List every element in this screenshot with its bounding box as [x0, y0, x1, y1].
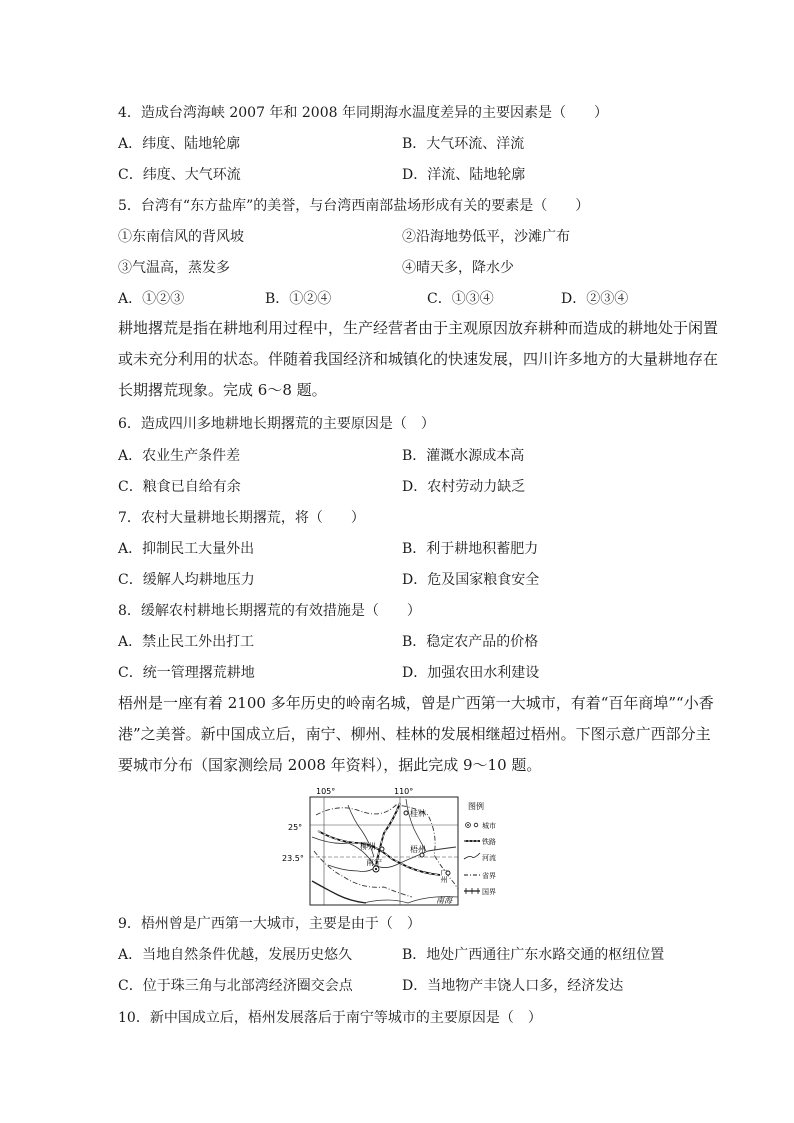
city-label-wuzhou: 梧州: [410, 845, 426, 854]
legend-capital-dot: [467, 824, 469, 826]
passage-line: 长期撂荒现象。完成 6～8 题。: [118, 381, 327, 399]
city-label-guangzhou: 广州: [440, 869, 448, 883]
passage-line: 梧州是一座有着 2100 多年历史的岭南名城，曾是广西第一大城市，有着“百年商埠”“小香: [118, 694, 714, 712]
city-label-guilin: 桂林: [410, 809, 426, 818]
passage-line: 或未充分利用的状态。伴随着我国经济和城镇化的快速发展，四川许多地方的大量耕地存在: [118, 350, 719, 368]
q4-option-c: C．纬度、大气环流: [118, 167, 241, 183]
q8-option-c: C．统一管理撂荒耕地: [118, 665, 255, 681]
q4-stem: 4．造成台湾海峡 2007 年和 2008 年同期海水温度差异的主要因素是（ ）: [118, 105, 608, 121]
q6-option-b: B．灌溉水源成本高: [402, 448, 525, 464]
sea-label-nanhai: 南海: [436, 896, 452, 905]
q9-option-a: A．当地自然条件优越，发展历史悠久: [118, 947, 353, 963]
q6-stem: 6．造成四川多地耕地长期撂荒的主要原因是（ ）: [118, 416, 435, 432]
legend-river-label: 河流: [482, 854, 496, 862]
q5-option-d: D．②③④: [561, 291, 629, 307]
q8-option-d: D．加强农田水利建设: [402, 665, 540, 681]
legend-river-symbol: [464, 853, 480, 859]
q5-statement-3: ③气温高，蒸发多: [118, 260, 230, 276]
q5-stem: 5．台湾有“东方盐库”的美誉，与台湾西南部盐场形成有关的要素是（ ）: [118, 198, 590, 214]
lon-label-105: 105°: [316, 787, 336, 796]
q9-option-d: D．当地物产丰饶人口多，经济发达: [402, 978, 624, 994]
q4-option-d: D．洋流、陆地轮廓: [402, 167, 526, 183]
city-marker-nanning-center: [375, 868, 377, 870]
q5-option-c: C．①③④: [427, 291, 494, 307]
city-marker-liuzhou: [380, 847, 384, 851]
q5-statement-4: ④晴天多，降水少: [402, 260, 514, 276]
q6-option-a: A．农业生产条件差: [118, 448, 241, 464]
q7-option-b: B．利于耕地积蓄肥力: [402, 541, 539, 557]
q10-stem: 10．新中国成立后，梧州发展落后于南宁等城市的主要原因是（ ）: [118, 1010, 542, 1026]
q8-option-a: A．禁止民工外出打工: [118, 634, 255, 650]
passage-line: 要城市分布（国家测绘局 2008 年资料），据此完成 9～10 题。: [118, 756, 542, 774]
q5-statement-2: ②沿海地势低平，沙滩广布: [402, 229, 570, 245]
q6-option-d: D．农村劳动力缺乏: [402, 479, 526, 495]
q7-option-d: D．危及国家粮食安全: [402, 572, 540, 588]
q8-option-b: B．稳定农产品的价格: [402, 634, 539, 650]
lon-label-110: 110°: [394, 787, 414, 796]
q9-option-b: B．地处广西通往广东水路交通的枢纽位置: [402, 947, 665, 963]
passage-wuzhou: [118, 688, 714, 781]
q9-option-c: C．位于珠三角与北部湾经济圈交会点: [118, 978, 353, 994]
q5-statement-1: ①东南信风的背风坡: [118, 229, 244, 245]
lat-label-25: 25°: [288, 823, 303, 832]
legend-title: 图例: [468, 802, 484, 811]
q7-stem: 7．农村大量耕地长期撂荒，将（ ）: [118, 510, 365, 526]
q6-option-c: C．粮食已自给有余: [118, 479, 241, 495]
passage-line: 港”之美誉。新中国成立后，南宁、柳州、桂林的发展相继超过梧州。下图示意广西部分主: [118, 725, 711, 743]
map-frame: [310, 797, 458, 905]
q8-stem: 8．缓解农村耕地长期撂荒的有效措施是（ ）: [118, 603, 421, 619]
legend-prov-label: 省界: [482, 872, 496, 880]
city-marker-guilin: [404, 811, 408, 815]
q9-stem: 9．梧州曾是广西第一大城市，主要是由于（ ）: [118, 916, 421, 932]
q4-option-a: A．纬度、陆地轮廓: [118, 136, 241, 152]
lat-label-23-5: 23.5°: [282, 854, 304, 863]
legend-rail-label: 铁路: [482, 838, 496, 846]
q4-option-b: B．大气环流、洋流: [402, 136, 525, 152]
legend-city-symbol: [474, 823, 478, 827]
legend-city-label: 城市: [482, 822, 496, 830]
q5-option-b: B．①②④: [265, 291, 332, 307]
guangxi-city-map: [282, 785, 502, 907]
passage-farmland: [118, 313, 719, 406]
q7-option-c: C．缓解人均耕地压力: [118, 572, 255, 588]
legend-nat-label: 国界: [482, 888, 496, 896]
q7-option-a: A．抑制民工大量外出: [118, 541, 255, 557]
q5-option-a: A．①②③: [118, 291, 185, 307]
passage-line: 耕地撂荒是指在耕地利用过程中，生产经营者由于主观原因放弃耕种而造成的耕地处于闲置: [118, 319, 719, 337]
city-label-nanning: 南宁: [366, 858, 382, 867]
city-label-liuzhou: 柳州: [360, 842, 376, 851]
